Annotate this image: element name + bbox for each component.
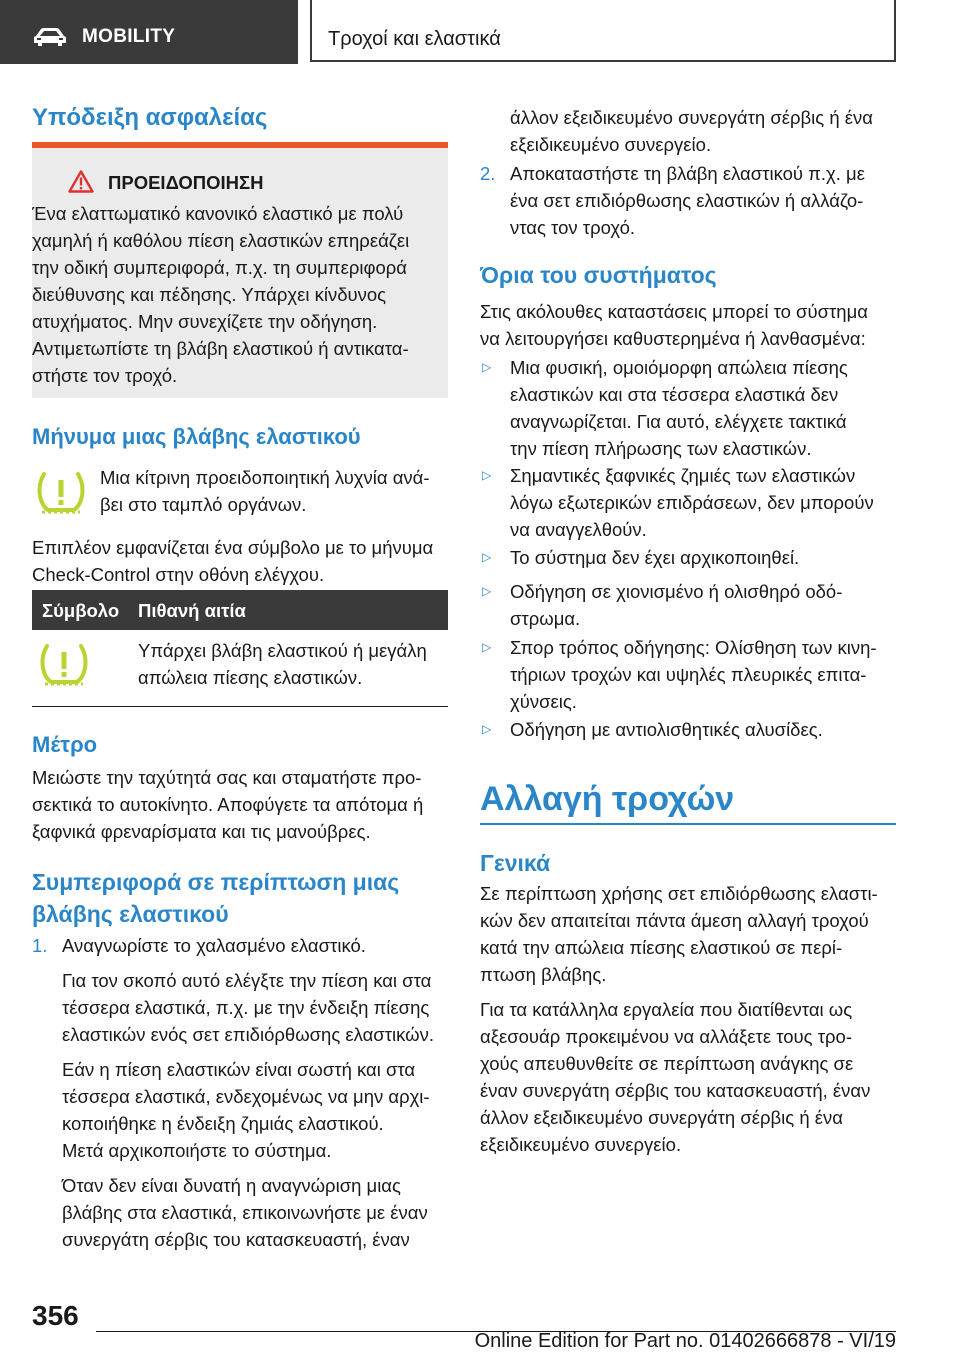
list-line: να αναγγελθούν. [510, 519, 647, 540]
message-heading: Μήνυμα μιας βλάβης ελαστικού [32, 424, 361, 449]
step-line: ντας τον τροχό. [510, 217, 636, 238]
list-item [510, 716, 900, 743]
warning-line: χαμηλή ή καθόλου πίεση ελαστικών επηρεάζει [32, 230, 410, 251]
step-line: τέσσερα ελαστικά, π.χ. με την ένδειξη πίεσης [62, 997, 430, 1018]
step-line: Εάν η πίεση ελαστικών είναι σωστή και στα [62, 1059, 416, 1080]
step-line: ένα σετ επιδιόρθωσης ελαστικών ή αλλάζο- [510, 190, 864, 211]
general-line: έναν συνεργάτη σέρβις του κατασκευαστή, έναν [480, 1080, 871, 1101]
list-line: στρωμα. [510, 608, 581, 629]
step-line: άλλον εξειδικευμένο συνεργάτη σέρβις ή ένα [510, 107, 873, 128]
general-line: εξειδικευμένο συνεργείο. [480, 1134, 682, 1155]
step-1-paragraph [62, 1056, 452, 1164]
measure-heading: Μέτρο [32, 732, 98, 757]
edition-footer: Online Edition for Part no. 01402666878 - VI/19 [474, 1330, 896, 1352]
step-line: Όταν δεν είναι δυνατή η αναγνώριση μιας [62, 1175, 401, 1196]
col-cause: Πιθανή αιτία [138, 600, 246, 621]
measure-text [32, 764, 452, 845]
table-divider [32, 706, 448, 707]
general-line: Σε περίπτωση χρήσης σετ επιδιόρθωσης ελαστι- [480, 883, 878, 904]
general-line: χούς απευθυνθείτε σε περίπτωση ανάγκης σε [480, 1053, 854, 1074]
warning-line: διεύθυνσης και πέδησης. Υπάρχει κίνδυνος [32, 284, 387, 305]
step-line: ελαστικών ενός σετ επιδιόρθωσης ελαστικών. [62, 1024, 435, 1045]
symbol-table-header [32, 590, 448, 630]
page-number: 356 [32, 1300, 79, 1331]
warning-triangle-icon [68, 170, 94, 193]
behaviour-heading-line: βλάβης ελαστικού [32, 901, 229, 927]
warning-line: ατυχήματος. Μην συνεχίζετε την οδήγηση. [32, 311, 378, 332]
list-item [510, 578, 900, 632]
step-number: 1. [32, 935, 48, 956]
general-line: άλλον εξειδικευμένο συνεργάτη σέρβις ή ένα [480, 1107, 843, 1128]
measure-line: σεκτικά το αυτοκίνητο. Αποφύγετε τα απότομα ή [32, 794, 424, 815]
wheel-change-heading: Αλλαγή τροχών [480, 780, 735, 818]
list-line: Οδήγηση σε χιονισμένο ή ολισθηρό οδό- [510, 581, 843, 602]
table-cause-cell [138, 637, 448, 691]
list-item [510, 462, 900, 543]
step-number: 2. [480, 163, 496, 184]
limits-heading: Όρια του συστήματος [480, 262, 717, 288]
behaviour-heading-line: Συμπεριφορά σε περίπτωση μιας [32, 869, 400, 895]
lamp-line: βει στο ταμπλό οργάνων. [100, 494, 307, 515]
step-line: συνεργάτη σέρβις του κατασκευαστή, έναν [62, 1229, 410, 1250]
bullet-icon: ▷ [482, 640, 492, 654]
safety-heading: Υπόδειξη ασφαλείας [32, 104, 268, 131]
cause-line: απώλεια πίεσης ελαστικών. [138, 667, 363, 688]
tire-pressure-warning-lamp-icon [36, 470, 86, 516]
warning-box [32, 142, 448, 398]
list-line: αναγνωρίζεται. Για αυτό, ελέγχετε τακτικά [510, 411, 847, 432]
general-line: πτωση βλάβης. [480, 964, 607, 985]
step-1-paragraph [62, 967, 452, 1048]
cause-line: Υπάρχει βλάβη ελαστικού ή μεγάλη [138, 640, 427, 661]
behaviour-heading [32, 866, 399, 930]
limits-intro [480, 298, 900, 352]
list-line: Σπορ τρόπος οδήγησης: Ολίσθηση των κινη- [510, 637, 877, 658]
list-item [510, 354, 900, 462]
section-label: MOBILITY [82, 26, 176, 47]
bullet-icon: ▷ [482, 584, 492, 598]
general-text [480, 880, 900, 1158]
step-line: βλάβης στα ελαστικά, επικοινωνήστε με έναν [62, 1202, 428, 1223]
step-line: εξειδικευμένο συνεργείο. [510, 134, 712, 155]
step-line: κοποιήθηκε η ένδειξη ζημιάς ελαστικού. [62, 1113, 384, 1134]
measure-line: Μειώστε την ταχύτητά σας και σταματήστε προ- [32, 767, 422, 788]
list-line: Σημαντικές ξαφνικές ζημιές των ελαστικών [510, 465, 856, 486]
warning-line: Αντιμετωπίστε τη βλάβη ελαστικού ή αντικατα- [32, 338, 409, 359]
general-line: Για τα κατάλληλα εργαλεία που διατίθενται ως [480, 999, 853, 1020]
list-line: τήριων τροχών και υψηλές πλευρικές επιτα- [510, 664, 867, 685]
warning-line: στήστε τον τροχό. [32, 365, 178, 386]
warning-title: ΠΡΟΕΙΔΟΠΟΙΗΣΗ [108, 172, 264, 193]
step-line: Αποκαταστήστε τη βλάβη ελαστικού π.χ. με [510, 163, 865, 184]
lamp-description [100, 464, 450, 518]
header-chapter [310, 0, 896, 62]
step-1-paragraph [62, 1172, 452, 1253]
heading-underline [480, 823, 896, 825]
header-section-tab [0, 0, 298, 64]
bullet-icon: ▷ [482, 722, 492, 736]
list-item [510, 634, 900, 715]
warning-line: την οδική συμπεριφορά, π.χ. τη συμπεριφορά [32, 257, 407, 278]
list-line: Μια φυσική, ομοιόμορφη απώλεια πίεσης [510, 357, 848, 378]
step-line: Μετά αρχικοποιήστε το σύστημα. [62, 1140, 332, 1161]
measure-line: ξαφνικά φρεναρίσματα και τις μανούβρες. [32, 821, 371, 842]
list-line: Οδήγηση με αντιολισθητικές αλυσίδες. [510, 719, 823, 740]
bullet-icon: ▷ [482, 468, 492, 482]
list-line: την πίεση πλήρωσης των ελαστικών. [510, 438, 812, 459]
bullet-icon: ▷ [482, 550, 492, 564]
list-line: Το σύστημα δεν έχει αρχικοποιηθεί. [510, 547, 800, 568]
lamp-line: Μια κίτρινη προειδοποιητική λυχνία ανά- [100, 467, 430, 488]
step-1-continued [510, 104, 900, 158]
step-2 [510, 160, 900, 241]
warning-line: Ένα ελαττωματικό κανονικό ελαστικό με πολύ [32, 203, 404, 224]
general-line: αξεσουάρ προκειμένου να αλλάξετε τους τρο- [480, 1026, 853, 1047]
list-line: ελαστικών και στα τέσσερα ελαστικά δεν [510, 384, 839, 405]
step-line: Για τον σκοπό αυτό ελέγξτε την πίεση και στα [62, 970, 432, 991]
col-symbol: Σύμβολο [42, 600, 120, 621]
limits-line: Στις ακόλουθες καταστάσεις μπορεί το σύστημα [480, 301, 868, 322]
cc-line: Επιπλέον εμφανίζεται ένα σύμβολο με το μήνυμα [32, 537, 434, 558]
car-icon [32, 26, 68, 48]
general-line: κών δεν απαιτείται πάντα άμεση αλλαγή τροχού [480, 910, 869, 931]
list-line: λόγω εξωτερικών επιδράσεων, δεν μπορούν [510, 492, 874, 513]
tire-pressure-symbol-icon [38, 642, 90, 688]
step-1 [62, 932, 452, 1253]
list-item [510, 544, 900, 571]
general-heading: Γενικά [480, 850, 551, 876]
warning-bar [32, 142, 448, 148]
cc-line: Check-Control στην οθόνη ελέγχου. [32, 564, 325, 585]
check-control-text [32, 534, 452, 588]
chapter-title: Τροχοί και ελαστικά [328, 28, 501, 50]
limits-line: να λειτουργήσει καθυστερημένα ή λανθασμένα: [480, 328, 866, 349]
warning-text [32, 200, 442, 389]
general-paragraph [480, 996, 900, 1158]
general-line: κατά την απώλεια πίεσης ελαστικού σε περί- [480, 937, 843, 958]
step-line: τέσσερα ελαστικά, ενδεχομένως να μην αρχι- [62, 1086, 430, 1107]
step-1-title: Αναγνωρίστε το χαλασμένο ελαστικό. [62, 935, 366, 956]
bullet-icon: ▷ [482, 360, 492, 374]
list-line: χύνσεις. [510, 691, 577, 712]
